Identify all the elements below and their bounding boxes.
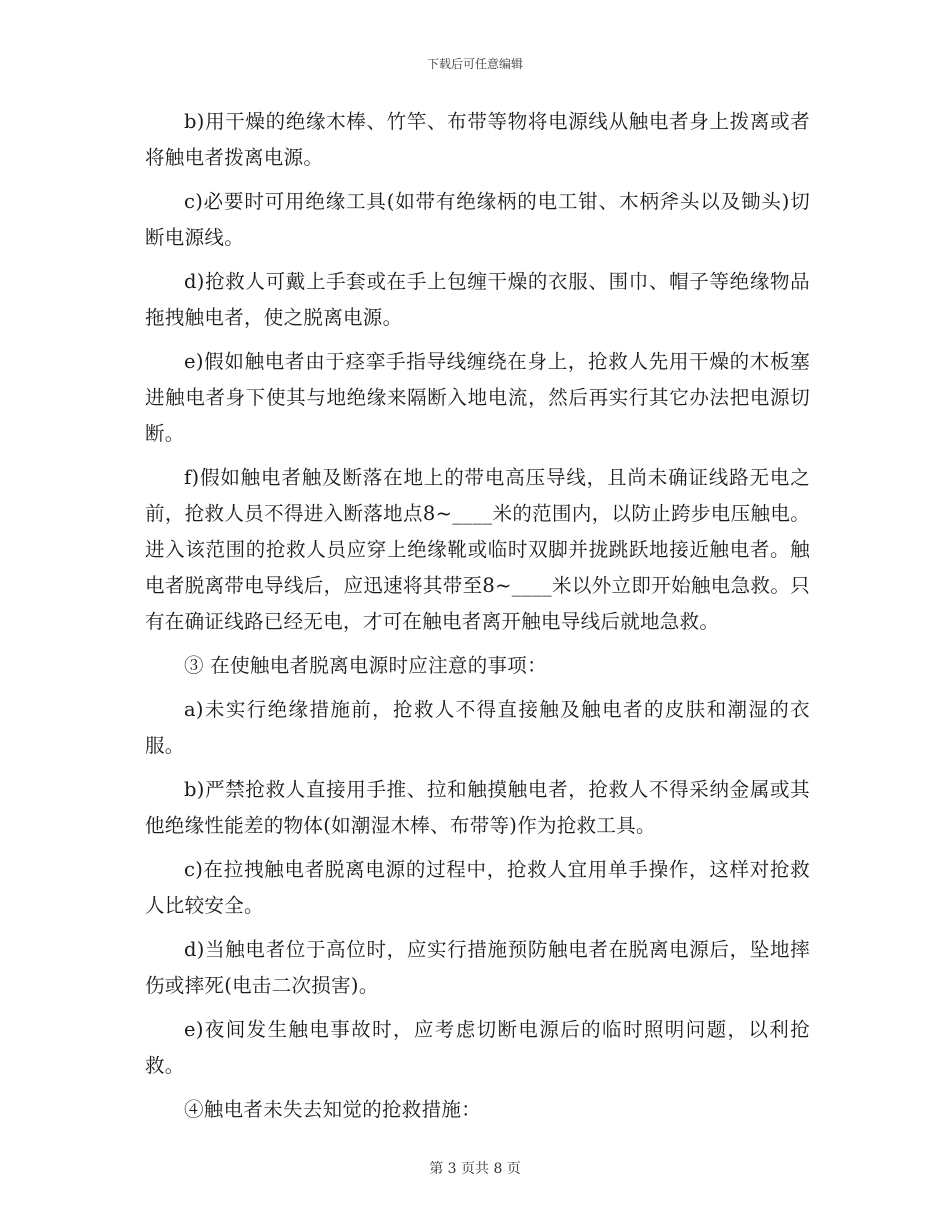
paragraph-b-insulated-rod: b)用干燥的绝缘木棒、竹竿、布带等物将电源线从触电者身上拨离或者将触电者拨离电源。	[145, 110, 810, 169]
paragraph-d-fall-prevention: d)当触电者位于高位时，应实行措施预防触电者在脱离电源后，坠地摔伤或摔死(电击二次损害)。	[145, 938, 810, 997]
section-heading-precautions: ③ 在使触电者脱离电源时应注意的事项：	[184, 654, 547, 677]
paragraph-f-high-voltage: f)假如触电者触及断落在地上的带电高压导线，且尚未确证线路无电之前，抢救人员不得进入断落地点8~____米的范围内，以防止跨步电压触电。进入该范围的抢救人员应穿上绝缘靴或临时双脚并拢跳跃地接近触电者。触电者脱离带电导线后，应迅速将其带至8~____米以外立即开始触电急救。只有在确证线路已经无电，才可在触电者离开触电导线后就地急救。	[145, 466, 810, 633]
document-body	[145, 104, 810, 1136]
paragraph-c-insulated-tools: c)必要时可用绝缘工具(如带有绝缘柄的电工钳、木柄斧头以及锄头)切断电源线。	[145, 190, 810, 249]
paragraph-e-spasm: e)假如触电者由于痉挛手指导线缠绕在身上，抢救人先用干燥的木板塞进触电者身下使其与地绝缘来隔断入地电流，然后再实行其它办法把电源切断。	[145, 350, 810, 445]
paragraph-d-gloves: d)抢救人可戴上手套或在手上包缠干燥的衣服、围巾、帽子等绝缘物品拖拽触电者，使之脱离电源。	[145, 270, 810, 329]
page-footer: 第 3 页共 8 页	[429, 1161, 521, 1177]
paragraph-c-one-hand: c)在拉拽触电者脱离电源的过程中，抢救人宜用单手操作，这样对抢救人比较安全。	[145, 858, 810, 917]
paragraph-b-no-bare-hands: b)严禁抢救人直接用手推、拉和触摸触电者，抢救人不得采纳金属或其他绝缘性能差的物体(如潮湿木棒、布带等)作为抢救工具。	[145, 778, 810, 837]
section-heading-conscious-victim: ④触电者未失去知觉的抢救措施：	[184, 1098, 482, 1121]
page-header: 下载后可任意编辑	[426, 57, 523, 71]
paragraph-e-night-lighting: e)夜间发生触电事故时，应考虑切断电源后的临时照明问题，以利抢救。	[145, 1018, 810, 1077]
paragraph-a-no-direct-contact: a)未实行绝缘措施前，抢救人不得直接触及触电者的皮肤和潮湿的衣服。	[145, 698, 810, 757]
